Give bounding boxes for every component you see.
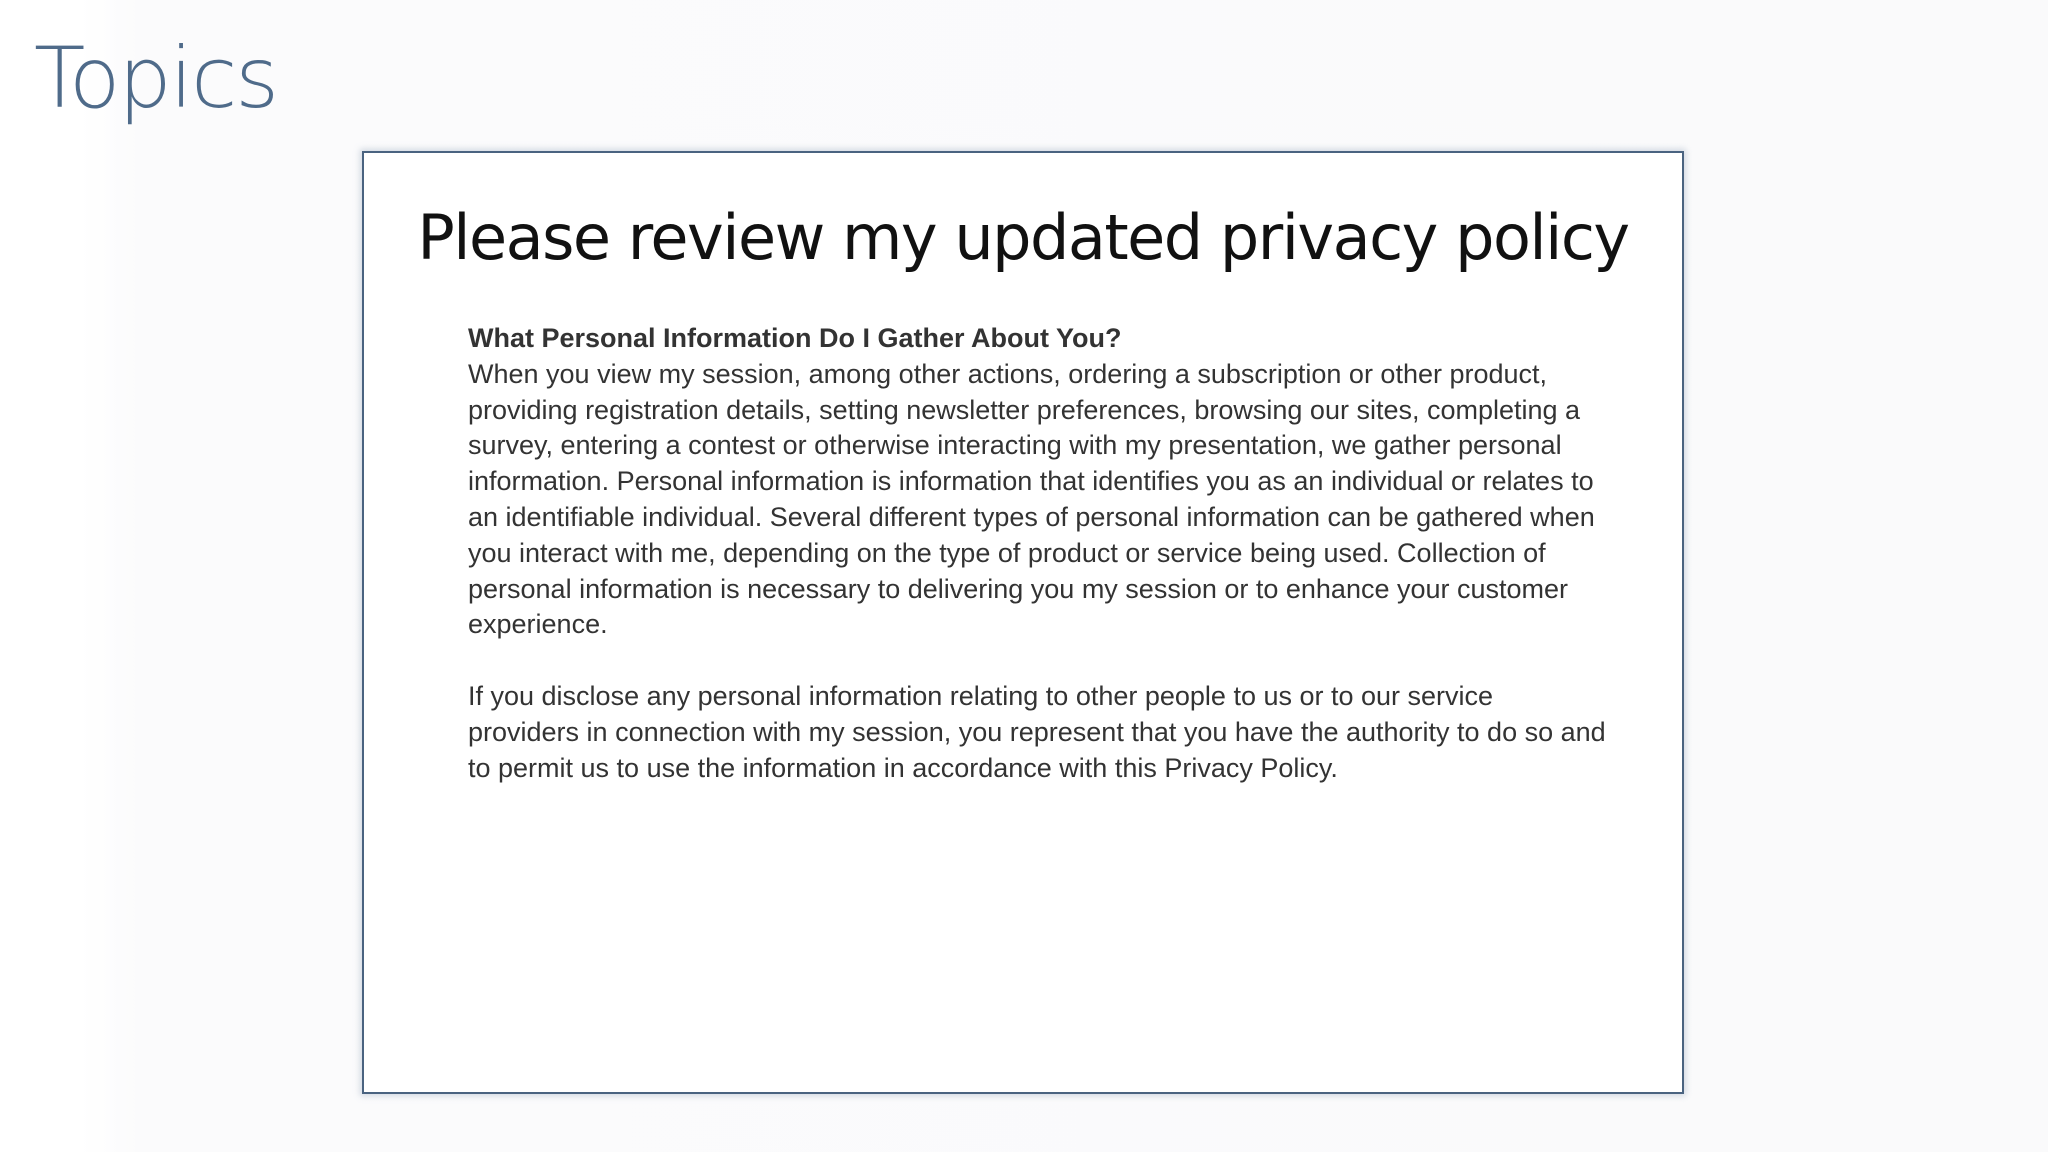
slide-title: Please review my updated privacy policy xyxy=(417,201,1629,274)
section-heading: What Personal Information Do I Gather About You? xyxy=(468,323,1122,353)
body-paragraph: If you disclose any personal information relating to other people to us or to our service providers in connection with my session, you represent that you have the authority to do so and to permit us to use the information in accordance with this Privacy Policy. xyxy=(468,680,1606,783)
slide-body xyxy=(468,321,1608,786)
page-title: Topics xyxy=(34,29,278,127)
body-paragraph: When you view my session, among other actions, ordering a subscription or other product, providing registration details, setting newsletter preferences, browsing our sites, completing a survey, entering a contest or otherwise interacting with my presentation, we gather personal information. Personal information is information that identifies you as an individual or relates to an identifiable individual. Several different types of personal information can be gathered when you interact with me, depending on the type of product or service being used. Collection of personal information is necessary to delivering you my session or to enhance your customer experience. xyxy=(468,358,1595,640)
slide-thumbnail[interactable] xyxy=(362,151,1684,1094)
